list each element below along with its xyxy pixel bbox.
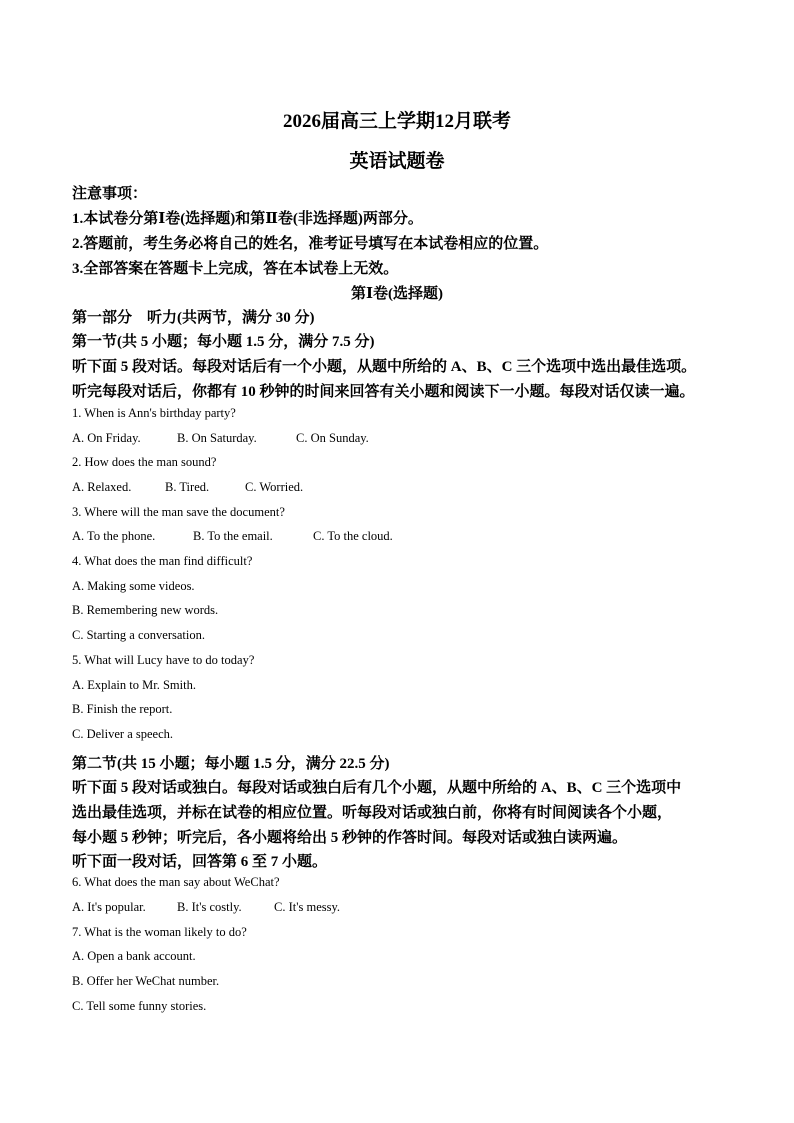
section1-title: 第一节(共 5 小题；每小题 1.5 分，满分 7.5 分) xyxy=(72,334,375,350)
option-c: C. Tell some funny stories. xyxy=(72,999,207,1013)
question-stem: 5. What will Lucy have to do today? xyxy=(72,653,255,667)
exam-subtitle: 英语试题卷 xyxy=(349,151,445,172)
group-intro: 听下面一段对话，回答第 6 至 7 小题。 xyxy=(72,854,328,870)
section2-instructions: 选出最佳选项，并标在试卷的相应位置。听每段对话或独白前，你将有时间阅读各个小题， xyxy=(72,805,673,821)
section2-instructions: 听下面 5 段对话或独白。每段对话或独白后有几个小题，从题中所给的 A、B、C 三个选项中 xyxy=(72,780,682,796)
option-c: C. To the cloud. xyxy=(313,529,393,543)
option-a: A. Relaxed. xyxy=(72,480,132,494)
option-a: A. It's popular. xyxy=(72,900,146,914)
section1-instructions: 听下面 5 段对话。每段对话后有一个小题，从题中所给的 A、B、C 三个选项中选出最佳选项。 xyxy=(72,359,697,375)
option-a: A. To the phone. xyxy=(72,529,156,543)
notice-heading: 注意事项： xyxy=(72,186,148,202)
section2-title: 第二节(共 15 小题；每小题 1.5 分，满分 22.5 分) xyxy=(72,756,390,772)
part1-title: 第一部分 听力(共两节，满分 30 分) xyxy=(72,310,315,326)
option-b: B. On Saturday. xyxy=(177,431,257,445)
option-a: A. Open a bank account. xyxy=(72,949,196,963)
question-stem: 3. Where will the man save the document? xyxy=(72,505,285,519)
exam-title: 2026届高三上学期12月联考 xyxy=(282,111,511,132)
option-a: A. Making some videos. xyxy=(72,579,195,593)
option-b: B. Offer her WeChat number. xyxy=(72,974,220,988)
notice-item: 3.全部答案在答题卡上完成，答在本试卷上无效。 xyxy=(72,261,399,277)
option-b: B. Tired. xyxy=(165,480,210,494)
option-b: B. To the email. xyxy=(193,529,273,543)
option-b: B. It's costly. xyxy=(177,900,242,914)
question-stem: 4. What does the man find difficult? xyxy=(72,554,253,568)
question-stem: 2. How does the man sound? xyxy=(72,455,217,469)
option-b: B. Finish the report. xyxy=(72,702,173,716)
option-c: C. It's messy. xyxy=(274,900,341,914)
question-stem: 1. When is Ann's birthday party? xyxy=(72,406,236,420)
option-a: A. On Friday. xyxy=(72,431,141,445)
section1-instructions: 听完每段对话后，你都有 10 秒钟的时间来回答有关小题和阅读下一小题。每段对话仅读一遍。 xyxy=(72,384,695,400)
question-stem: 7. What is the woman likely to do? xyxy=(72,925,247,939)
option-c: C. Deliver a speech. xyxy=(72,727,174,741)
section2-instructions: 每小题 5 秒钟；听完后，各小题将给出 5 秒钟的作答时间。每段对话或独白读两遍。 xyxy=(72,830,628,846)
option-a: A. Explain to Mr. Smith. xyxy=(72,678,196,692)
notice-item: 1.本试卷分第Ⅰ卷(选择题)和第Ⅱ卷(非选择题)两部分。 xyxy=(72,211,423,227)
question-stem: 6. What does the man say about WeChat? xyxy=(72,875,280,889)
option-c: C. Worried. xyxy=(245,480,304,494)
volume-title: 第Ⅰ卷(选择题) xyxy=(350,286,443,302)
option-b: B. Remembering new words. xyxy=(72,603,219,617)
notice-item: 2.答题前，考生务必将自己的姓名，准考证号填写在本试卷相应的位置。 xyxy=(72,236,549,252)
option-c: C. On Sunday. xyxy=(296,431,369,445)
option-c: C. Starting a conversation. xyxy=(72,628,205,642)
